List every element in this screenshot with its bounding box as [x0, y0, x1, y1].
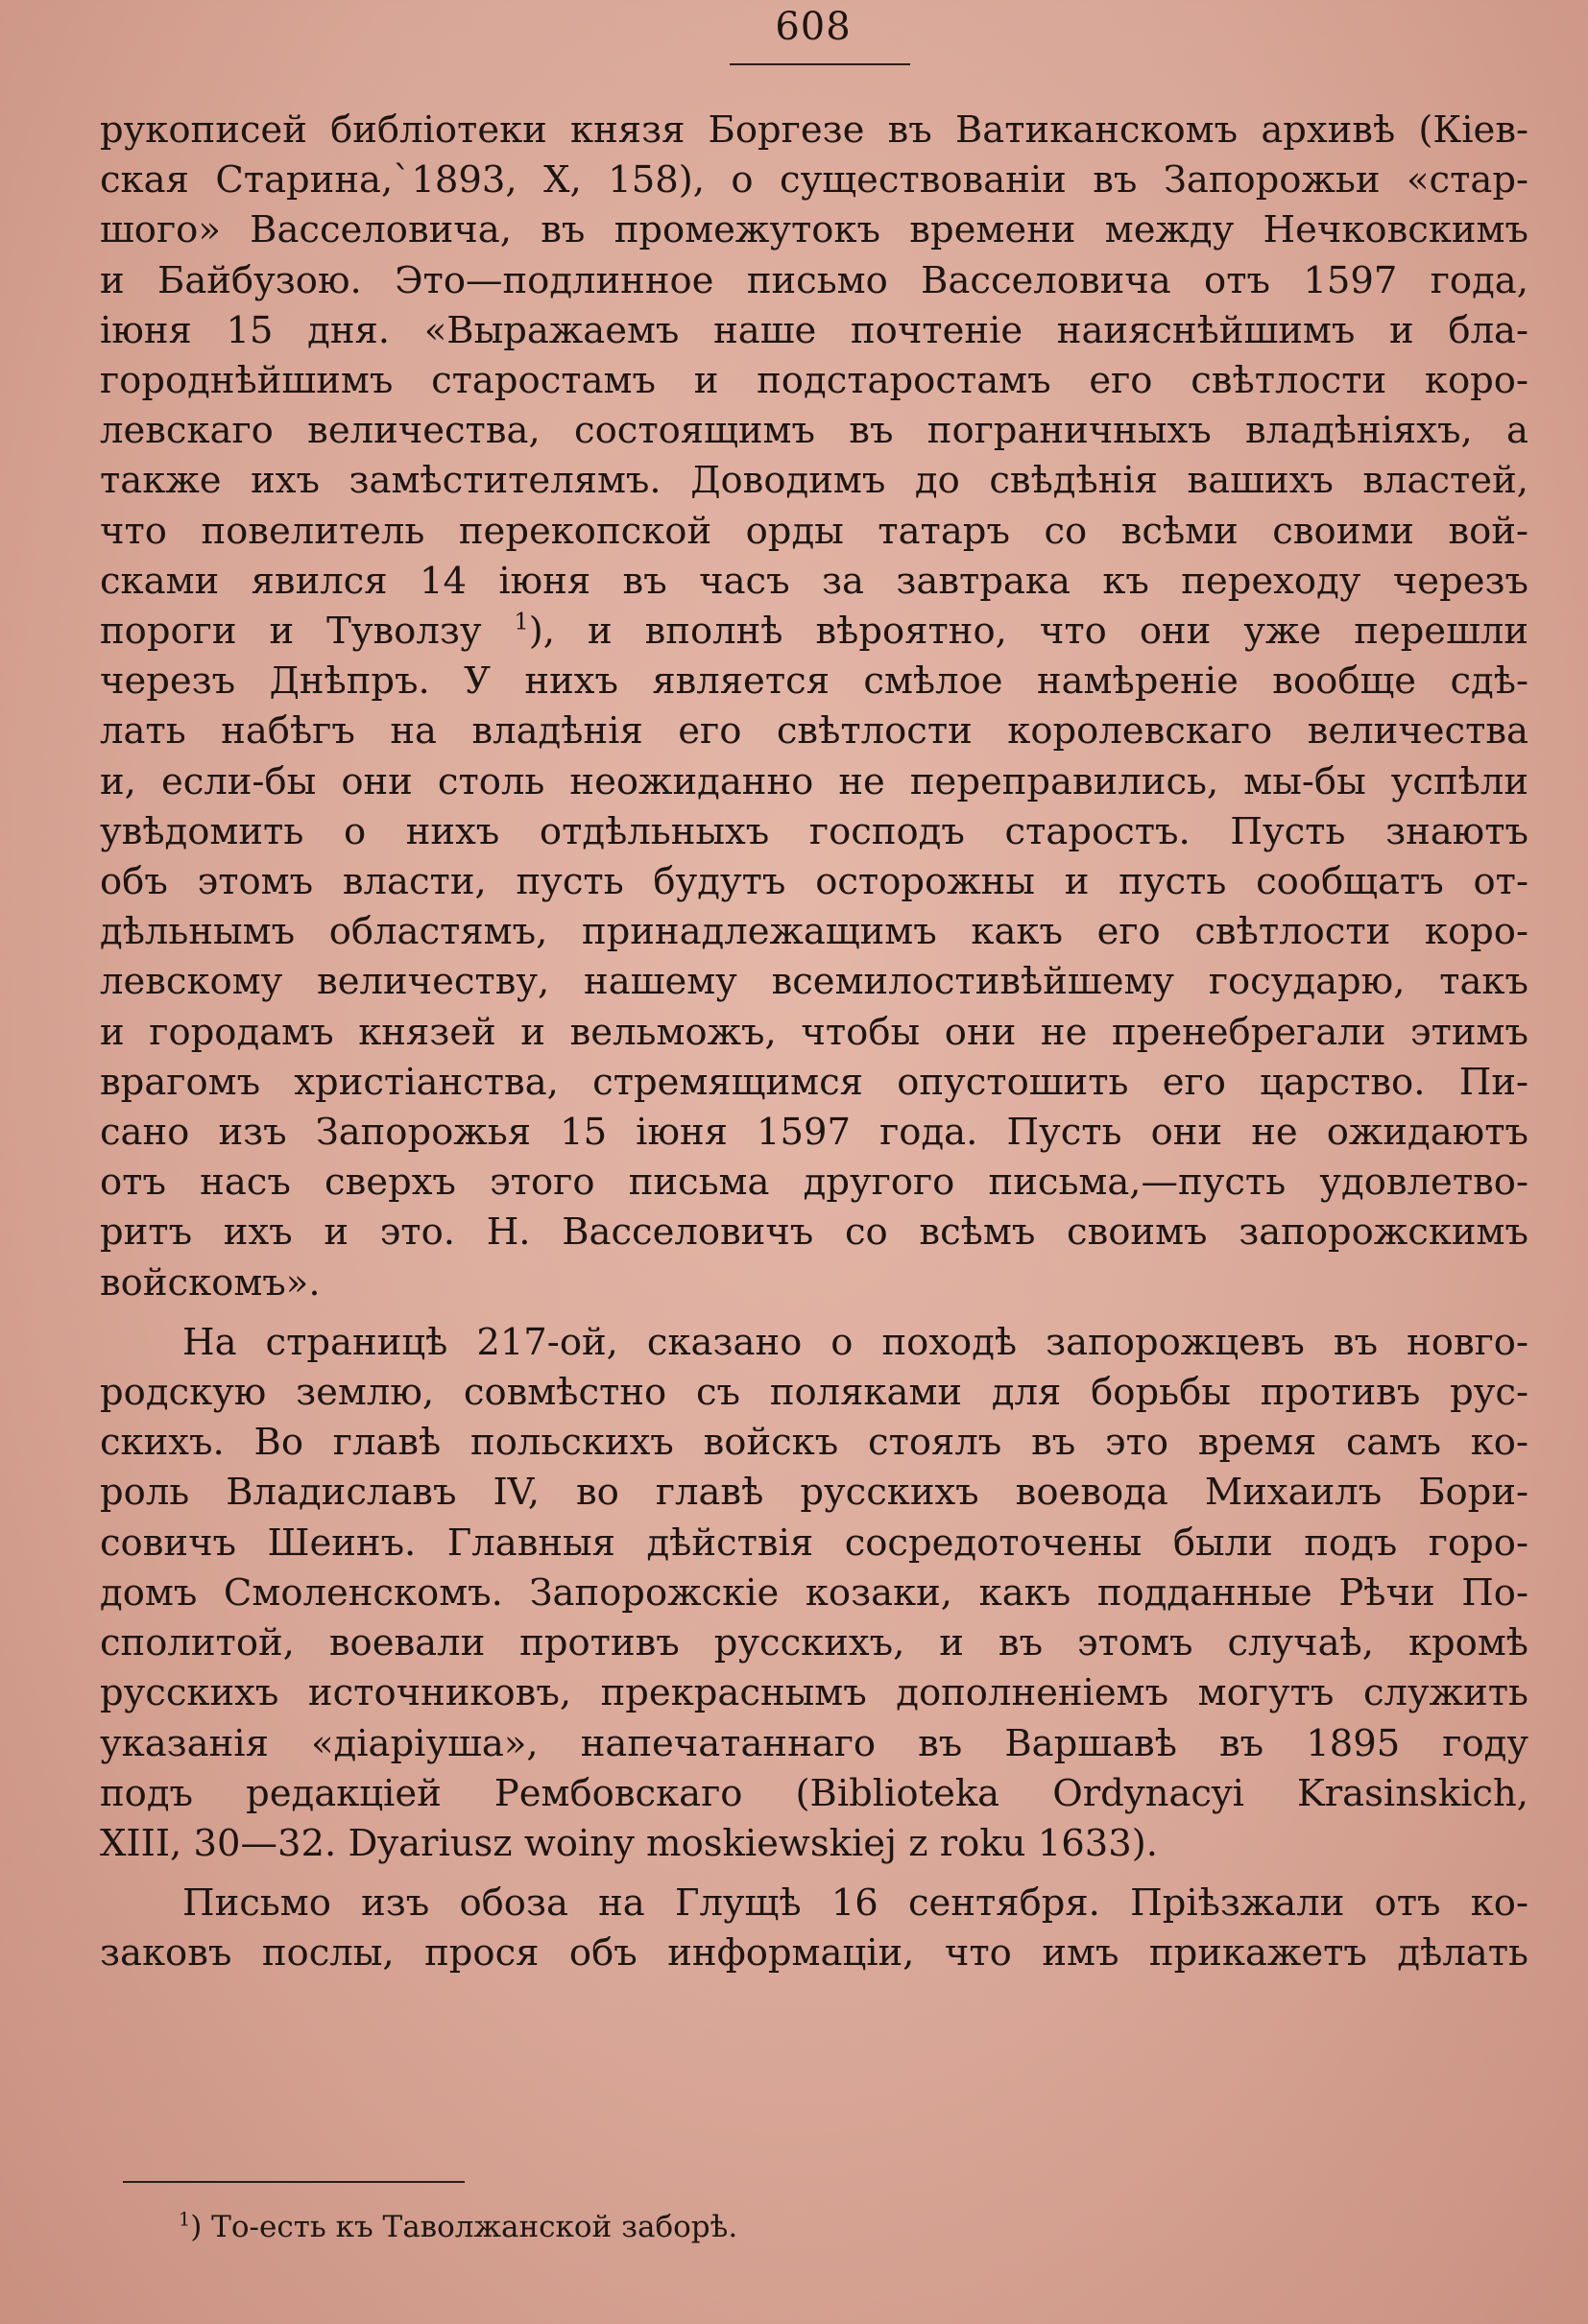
paragraph-1 — [100, 106, 1528, 1308]
text-line: сано изъ Запорожья 15 іюня 1597 года. Пусть они не ожидаютъ — [100, 1111, 1528, 1155]
text-line: сками явился 14 іюня въ часъ за завтрака къ переходу черезъ — [100, 559, 1528, 603]
footnote-rule — [123, 2181, 465, 2183]
footnote — [179, 2208, 737, 2246]
text-line: шого» Васселовича, въ промежутокъ времени между Нечковскимъ — [100, 208, 1528, 252]
paragraph-3 — [100, 1879, 1528, 1978]
footnote-marker: 1 — [514, 608, 529, 635]
text-line: указанія «діаріуша», напечатаннаго въ Варшавѣ въ 1895 году — [100, 1721, 1528, 1765]
text-line: и, если-бы они столь неожиданно не переправились, мы-бы успѣли — [100, 759, 1528, 803]
text-line: черезъ Днѣпръ. У нихъ является смѣлое намѣреніе вообще сдѣ- — [100, 659, 1528, 704]
text-line: заковъ послы, прося объ информаціи, что имъ прикажетъ дѣлать — [100, 1931, 1528, 1976]
text-line: объ этомъ власти, пусть будутъ осторожны и пусть сообщатъ от- — [100, 860, 1528, 904]
text-line: родскую землю, совмѣстно съ поляками для борьбы противъ рус- — [100, 1371, 1528, 1415]
text-line: левскому величеству, нашему всемилостивѣйшему государю, такъ — [100, 960, 1528, 1004]
text-line: русскихъ источниковъ, прекраснымъ дополненіемъ могутъ служить — [100, 1671, 1528, 1715]
footnote-marker: 1 — [179, 2208, 191, 2231]
text-segment: ), и вполнѣ вѣроятно, что они уже перешли — [528, 610, 1528, 654]
text-line: городнѣйшимъ старостамъ и подстаростамъ его свѣтлости коро- — [100, 359, 1528, 403]
text-line: рукописей библіотеки князя Боргезе въ Ватиканскомъ архивѣ (Кіев- — [100, 108, 1528, 152]
footnote-text: ) То-есть къ Таволжанской заборѣ. — [190, 2210, 738, 2244]
text-line: левскаго величества, состоящимъ въ пограничныхъ владѣніяхъ, а — [100, 409, 1528, 453]
text-line: и Байбузою. Это—подлинное письмо Васселовича отъ 1597 года, — [100, 258, 1528, 302]
text-line: На страницѣ 217-ой, сказано о походѣ запорожцевъ въ новго- — [182, 1320, 1528, 1364]
text-line: войскомъ». — [100, 1260, 321, 1305]
text-line: дѣльнымъ областямъ, принадлежащимъ какъ его свѣтлости коро- — [100, 910, 1528, 954]
text-line: іюня 15 дня. «Выражаемъ наше почтеніе наияснѣйшимъ и бла- — [100, 308, 1528, 352]
text-line: скихъ. Во главѣ польскихъ войскъ стоялъ въ это время самъ ко- — [100, 1421, 1528, 1465]
body-text — [100, 106, 1528, 1979]
text-line: также ихъ замѣстителямъ. Доводимъ до свѣдѣнія вашихъ властей, — [100, 459, 1528, 503]
text-line: Письмо изъ обоза на Глущѣ 16 сентября. Пріѣзжали отъ ко- — [182, 1881, 1528, 1926]
text-line: отъ насъ сверхъ этого письма другого письма,—пусть удовлетво- — [100, 1161, 1528, 1205]
text-line: врагомъ христіанства, стремящимся опустошить его царство. Пи- — [100, 1060, 1528, 1104]
text-line: сполитой, воевали противъ русскихъ, и въ этомъ случаѣ, кромѣ — [100, 1621, 1528, 1665]
text-line: увѣдомить о нихъ отдѣльныхъ господъ старостъ. Пусть знаютъ — [100, 809, 1528, 853]
text-segment: пороги и Туволзу — [100, 610, 482, 654]
text-line: домъ Смоленскомъ. Запорожскіе козаки, какъ подданные Рѣчи По- — [100, 1570, 1528, 1615]
text-line: лать набѣгъ на владѣнія его свѣтлости королевскаго величества — [100, 709, 1528, 754]
text-line-with-footnote — [100, 607, 1528, 657]
text-line: ритъ ихъ и это. Н. Васселовичъ со всѣмъ своимъ запорожскимъ — [100, 1210, 1528, 1255]
page-number: 608 — [775, 5, 852, 49]
text-line: ская Старина,`1893, X, 158), о существованіи въ Запорожьи «стар- — [100, 158, 1528, 203]
text-line: совичъ Шеинъ. Главныя дѣйствія сосредоточены были подъ горо- — [100, 1521, 1528, 1565]
text-line: что повелитель перекопской орды татаръ со всѣми своими вой- — [100, 509, 1528, 553]
text-line: подъ редакціей Рембовскаго (Biblioteka Ordynacyi Krasinskich, — [100, 1771, 1528, 1815]
text-line: роль Владиславъ IV, во главѣ русскихъ воевода Михаилъ Бори- — [100, 1471, 1528, 1515]
header-rule — [730, 63, 910, 65]
text-line: XIII, 30—32. Dyariusz woiny moskiewskiej z roku 1633). — [100, 1821, 1158, 1865]
text-line: и городамъ князей и вельможъ, чтобы они не пренебрегали этимъ — [100, 1010, 1528, 1054]
paragraph-2 — [100, 1318, 1528, 1869]
